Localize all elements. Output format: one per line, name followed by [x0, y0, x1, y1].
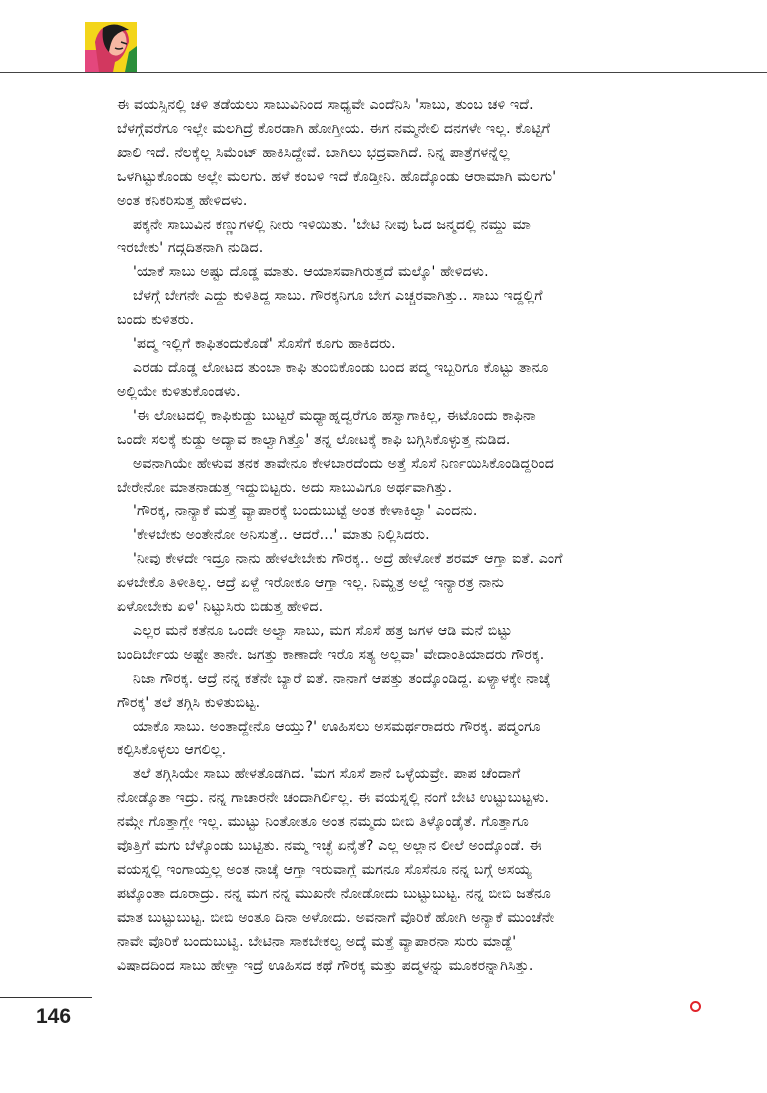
paragraph-line: ವಯಸ್ನಲ್ಲಿ ಇಂಗಾಯ್ತಲ್ಲ ಅಂತ ನಾಚ್ಕೆ ಆಗ್ತಾ ಇರುವಾಗ್ಲೆ ಮಗನೂ ಸೊಸೆನೂ ನನ್ನ ಬಗ್ಗೆ ಅಸಯ್ಯ [117, 862, 532, 878]
paragraph-line: 'ನೀವು ಕೇಳದೇ ಇದ್ರೂ ನಾನು ಹೇಳಲೇಬೇಕು ಗೌರಕ್ಕ.. ಅದ್ರೆ ಹೇಳೋಕೆ ಶರಮ್ ಆಗ್ತಾ ಐತೆ. ಎಂಗೆ [133, 551, 563, 568]
paragraph-line: ನಾವೇ ವೊರಿಕೆ ಬಂದುಬುಟ್ವಿ. ಬೇಟಿನಾ ಸಾಕಬೇಕಲ್ವ ಅದ್ಕೆ ಮತ್ತೆ ವ್ಯಾಪಾರನಾ ಸುರು ಮಾಡ್ದೆ' [117, 933, 517, 950]
paragraph-line: ಏಳಬೇಕೊ ತಿಳೀತಿಲ್ಲ. ಆದ್ರೆ ಏಳ್ದೆ ಇರೋಕೂ ಆಗ್ತಾ ಇಲ್ಲ. ನಿಮ್ಹತ್ರ ಅಲ್ದೆ ಇನ್ಯಾರತ್ರ ನಾನು [117, 575, 504, 592]
paragraph-line: ಮಾತ ಬುಟ್ಟುಬುಟ್ಟ. ಬೀಬಿ ಅಂತೂ ದಿನಾ ಅಳೋದು. ಅವನಾಗೆ ವೊರಿಕೆ ಹೋಗಿ ಅನ್ಯಾಕೆ ಮುಂಚೆನೇ [117, 909, 555, 926]
paragraph-line: ನಮ್ಗೇ ಗೊತ್ತಾಗ್ಲೇ ಇಲ್ಲ. ಮುಟ್ಟು ನಿಂತೋತೂ ಅಂತ ನಮ್ಮದು ಬೀಬಿ ತಿಳ್ಕೊಂಡೈತೆ. ಗೊತ್ತಾಗೂ [117, 814, 529, 831]
paragraph-line: ಅಲ್ಲಿಯೇ ಕುಳಿತುಕೊಂಡಳು. [117, 383, 241, 400]
header-rule [0, 72, 767, 73]
paragraph-line: ಇರಬೇಕು' ಗದ್ಗದಿತನಾಗಿ ನುಡಿದ. [117, 240, 264, 257]
paragraph-line: 'ಗೌರಕ್ಕ, ನಾನ್ಯಾಕೆ ಮತ್ತೆ ವ್ಯಾಪಾರಕ್ಕೆ ಬಂದುಬುಟ್ಟೆ ಅಂತ ಕೇಳಾಕಿಲ್ವಾ' ಎಂದನು. [133, 503, 478, 520]
paragraph-line: ಈ ವಯಸ್ಸಿನಲ್ಲಿ ಚಳಿ ತಡೆಯಲು ಸಾಬುವಿನಿಂದ ಸಾಧ್ಯವೇ ಎಂದೆನಿಸಿ 'ಸಾಬು, ತುಂಬ ಚಳಿ ಇದೆ. [117, 97, 534, 113]
paragraph-line: ವೊತ್ತಿಗೆ ಮಗು ಬೆಳ್ಕೊಂಡು ಬುಟ್ಟಿತು. ನಮ್ಮ ಇಚ್ಛೆ ಏನೈತೆ? ಎಲ್ಲ ಅಲ್ಲಾನ ಲೀಲೆ ಅಂದ್ಕೊಂಡೆ. ಈ [117, 838, 542, 855]
paragraph-line: ಬಂದು ಕುಳಿತರು. [117, 312, 195, 329]
footer-rule [0, 997, 92, 998]
paragraph-line: 'ಕೇಳಬೇಕು ಅಂತೇನೋ ಅನಿಸುತ್ತೆ.. ಆದರೆ...' ಮಾತು ನಿಲ್ಲಿಸಿದರು. [133, 527, 430, 544]
paragraph-line: ನೋಡ್ಕೊತಾ ಇದ್ರು. ನನ್ನ ಗಾಚಾರನೇ ಚಂದಾಗಿರ್ಲಿಲ್ಲ. ಈ ವಯಸ್ನಲ್ಲಿ ನಂಗೆ ಬೇಟಿ ಉಟ್ಟುಬುಟ್ಟಳು. [117, 790, 550, 807]
paragraph-line: 'ಯಾಕೆ ಸಾಬು ಅಷ್ಟು ದೊಡ್ಡ ಮಾತು. ಆಯಾಸವಾಗಿರುತ್ತದೆ ಮಲ್ಕೊ' ಹೇಳಿದಳು. [133, 264, 489, 281]
story-text-block [117, 94, 697, 979]
paragraph-line: 'ಪದ್ಮ ಇಲ್ಲಿಗೆ ಕಾಫಿತಂದುಕೊಡೆ' ಸೊಸೆಗೆ ಕೂಗು ಹಾಕಿದರು. [133, 336, 396, 353]
paragraph-line: ಅಂತ ಕನಿಕರಿಸುತ್ತ ಹೇಳಿದಳು. [117, 192, 248, 209]
paragraph-line: ಬೇರೇನೋ ಮಾತನಾಡುತ್ತ ಇದ್ದುಬಿಟ್ಟರು. ಅದು ಸಾಬುವಿಗೂ ಅರ್ಥವಾಗಿತ್ತು. [117, 479, 453, 496]
paragraph-line: ಪಕ್ಕನೇ ಸಾಬುವಿನ ಕಣ್ಣುಗಳಲ್ಲಿ ನೀರು ಇಳಿಯಿತು. 'ಬೇಟಿ ನೀವು ಓದ ಜನ್ಮದಲ್ಲಿ ನಮ್ದು ಮಾ [133, 216, 532, 233]
paragraph-line: ತಲೆ ತಗ್ಗಿಸಿಯೇ ಸಾಬು ಹೇಳತೊಡಗಿದ. 'ಮಗ ಸೊಸೆ ಶಾನೆ ಒಳ್ಳೆಯವ್ರೇ. ಪಾಪ ಚೆಂದಾಗೆ [133, 766, 521, 783]
paragraph-line: 'ಈ ಲೋಟದಲ್ಲಿ ಕಾಫಿಕುಡ್ದು ಬುಟ್ಟರೆ ಮಧ್ಯಾಹ್ನದ್ವರೆಗೂ ಹಸ್ವಾಗಾಕಿಲ್ಲ, ಈಟೊಂದು ಕಾಫಿನಾ [133, 407, 536, 424]
paragraph-line: ನಿಜಾ ಗೌರಕ್ಕ. ಆದ್ರೆ ನನ್ನ ಕತೆನೇ ಬ್ಯಾರೆ ಐತೆ. ನಾನಾಗೆ ಆಪತ್ತು ತಂದ್ಕೊಂಡಿದ್ದ. ಏಳ್ಯಾಳಕ್ಕೇ ನಾಚ್ಕೆ [133, 670, 551, 687]
circle-ornament-icon [690, 1001, 701, 1012]
paragraph-line: ಬೆಳಗ್ಗೆ ಬೇಗನೇ ಎದ್ದು ಕುಳಿತಿದ್ದ ಸಾಬು. ಗೌರಕ್ಕನಿಗೂ ಬೇಗ ಎಚ್ಚರವಾಗಿತ್ತು.. ಸಾಬು ಇದ್ದಲ್ಲಿಗೆ [133, 288, 543, 305]
paragraph-line: ಎಲ್ಲರ ಮನೆ ಕತೆನೂ ಒಂದೇ ಅಲ್ವಾ ಸಾಬು, ಮಗ ಸೊಸೆ ಹತ್ರ ಜಗಳ ಆಡಿ ಮನೆ ಬಿಟ್ಟು [133, 622, 513, 639]
paragraph-line: ಯಾಕೊ ಸಾಬು. ಅಂತಾದ್ದೇನೊ ಆಯ್ತು?' ಊಹಿಸಲು ಅಸಮರ್ಥರಾದರು ಗೌರಕ್ಕ. ಪದ್ಮಂಗೂ [133, 718, 541, 735]
paragraph-line: ಅವನಾಗಿಯೇ ಹೇಳುವ ತನಕ ತಾವೇನೂ ಕೇಳಬಾರದೆಂದು ಅತ್ತೆ ಸೊಸೆ ನಿರ್ಣಯಿಸಿಕೊಂಡಿದ್ದರಿಂದ [133, 455, 555, 472]
paragraph-line: ಎರಡು ದೊಡ್ಡ ಲೋಟದ ತುಂಬಾ ಕಾಫಿ ತುಂಬಿಕೊಂಡು ಬಂದ ಪದ್ಮ ಇಬ್ಬರಿಗೂ ಕೊಟ್ಟು ತಾನೂ [133, 359, 549, 376]
paragraph-line: ಖಾಲಿ ಇದೆ. ನೆಲಕ್ಕೆಲ್ಲ ಸಿಮೆಂಟ್ ಹಾಕಿಸಿದ್ದೇವೆ. ಬಾಗಿಲು ಭದ್ರವಾಗಿದೆ. ನಿನ್ನ ಪಾತ್ರೆಗಳನ್ನೆಲ್ಲ [117, 144, 510, 161]
woman-portrait-logo-icon [85, 22, 137, 72]
paragraph-line: ಗೌರಕ್ಕ' ತಲೆ ತಗ್ಗಿಸಿ ಕುಳಿತುಬಿಟ್ಟ. [117, 694, 261, 711]
paragraph-line: ಪಟ್ಕೊಂತಾ ದೂರಾದ್ರು. ನನ್ನ ಮಗ ನನ್ನ ಮುಖನೇ ನೋಡೋದು ಬುಟ್ಟುಬುಟ್ಟ. ನನ್ನ ಬೀಬಿ ಜತೆನೂ [117, 885, 551, 902]
page-number: 146 [36, 1005, 72, 1028]
paragraph-line: ಕಲ್ಪಿಸಿಕೊಳ್ಳಲು ಆಗಲಿಲ್ಲ. [117, 742, 227, 759]
paragraph-line: ಬೆಳಗ್ಗೆವರೆಗೂ ಇಲ್ಲೇ ಮಲಗಿದ್ರೆ ಕೊರಡಾಗಿ ಹೋಗ್ತೀಯ. ಈಗ ನಮ್ಮನೇಲಿ ದನಗಳೇ ಇಲ್ಲ. ಕೊಟ್ಟಿಗೆ [117, 120, 551, 137]
paragraph-line: ಏಳೋಬೇಕು ಏಳಿ' ನಿಟ್ಟುಸಿರು ಬಿಡುತ್ತ ಹೇಳಿದ. [117, 599, 324, 616]
paragraph-line: ಒಳಗಿಟ್ಟುಕೊಂಡು ಅಲ್ಲೇ ಮಲಗು. ಹಳೆ ಕಂಬಳಿ ಇದೆ ಕೊಡ್ತೀನಿ. ಹೊದ್ಕೊಂಡು ಆರಾಮಾಗಿ ಮಲಗು' [117, 168, 557, 185]
paragraph-line: ವಿಷಾದದಿಂದ ಸಾಬು ಹೇಳ್ತಾ ಇದ್ರೆ ಊಹಿಸದ ಕಥೆ ಗೌರಕ್ಕ ಮತ್ತು ಪದ್ಮಳನ್ನು ಮೂಕರನ್ನಾಗಿಸಿತ್ತು. [117, 957, 534, 974]
paragraph-line: ಬಂದಿರ್ಬೇಯ ಅಷ್ಟೇ ತಾನೇ. ಜಗತ್ತು ಕಾಣಾದೇ ಇರೊ ಸತ್ಯ ಅಲ್ಲವಾ' ವೇದಾಂತಿಯಾದರು ಗೌರಕ್ಕ. [117, 646, 545, 663]
paragraph-line: ಒಂದೇ ಸಲಕ್ಕೆ ಕುಡ್ದು ಅದ್ಯಾವ ಕಾಲ್ವಾಗಿತ್ತೊ' ತನ್ನ ಲೋಟಕ್ಕೆ ಕಾಫಿ ಬಗ್ಗಿಸಿಕೊಳ್ಳುತ್ತ ನುಡಿದ. [117, 431, 511, 448]
